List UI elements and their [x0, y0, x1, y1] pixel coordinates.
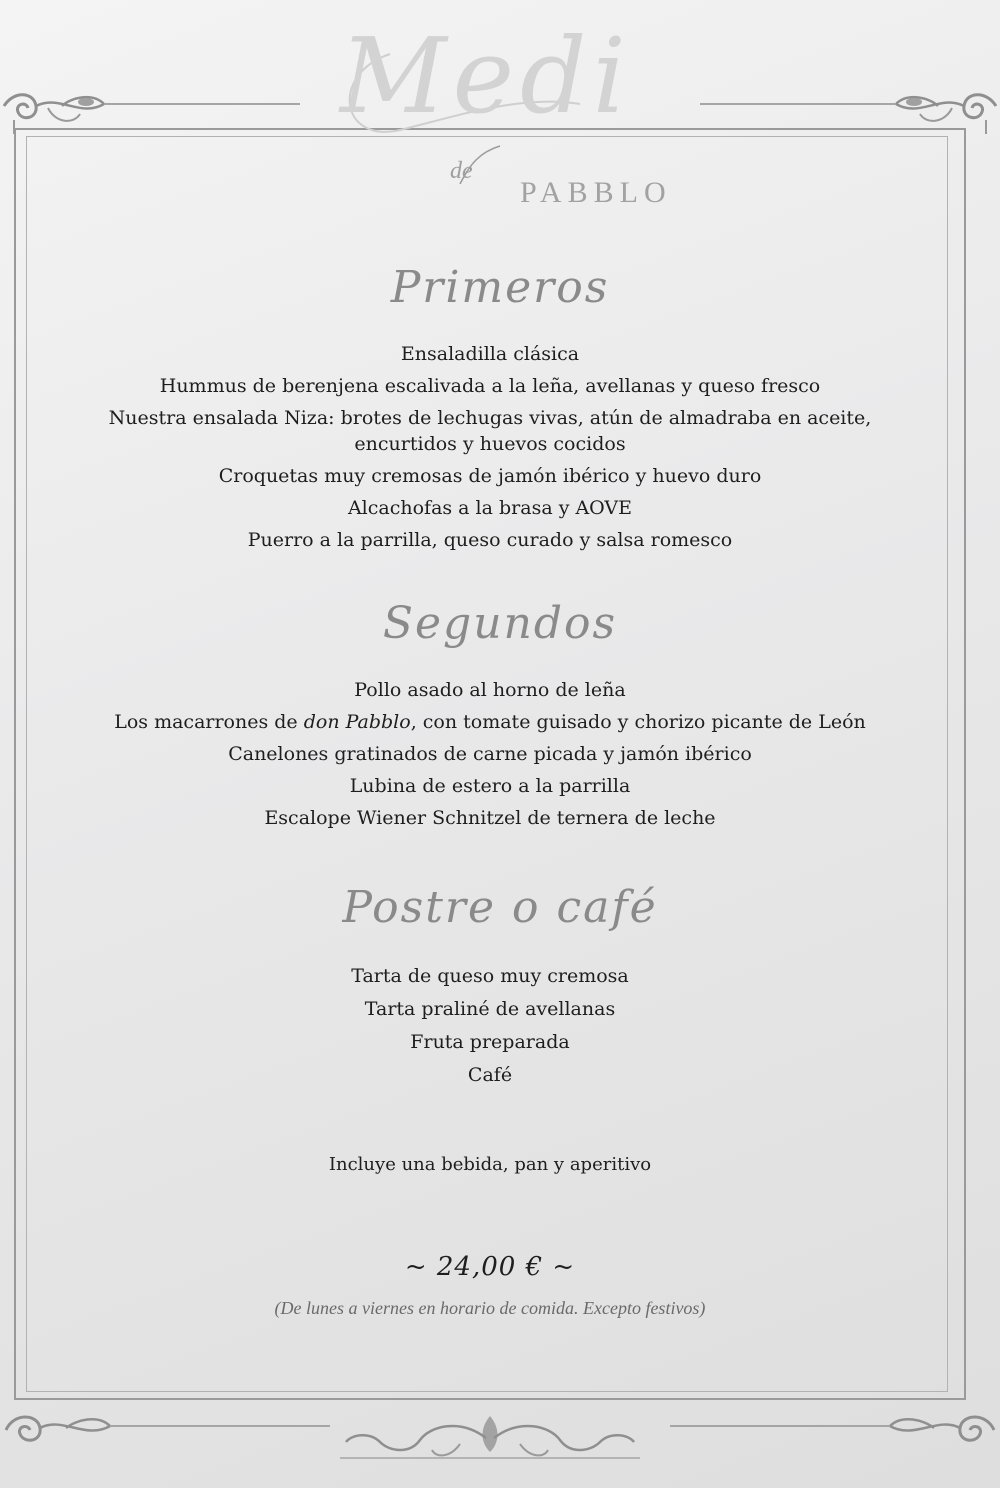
bottom-center-ornament	[340, 1408, 640, 1468]
list-item: Canelones gratinados de carne picada y jamón ibérico	[228, 743, 752, 765]
list-item-text: Los macarrones de	[114, 711, 304, 733]
list-item: Puerro a la parrilla, queso curado y salsa romesco	[247, 529, 733, 551]
bottom-right-ornament	[670, 1396, 1000, 1456]
section-title-postre: Postre o café	[342, 882, 658, 933]
schedule-note: (De lunes a viernes en horario de comida. Excepto festivos)	[274, 1298, 706, 1318]
postre-list	[0, 960, 980, 1092]
logo-name: PABBLO	[520, 176, 672, 209]
list-item: Hummus de berenjena escalivada a la leña, avellanas y queso fresco	[159, 375, 821, 397]
list-item: Pollo asado al horno de leña	[354, 679, 626, 701]
list-item-line: Nuestra ensalada Niza: brotes de lechugas vivas, atún de almadraba en aceite,	[108, 407, 872, 429]
section-title-segundos: Segundos	[382, 598, 618, 649]
list-item: Fruta preparada	[410, 1031, 570, 1053]
list-item: Lubina de estero a la parrilla	[349, 775, 631, 797]
list-item: Café	[467, 1064, 513, 1086]
top-right-ornament	[690, 84, 1000, 134]
logo-script: Medi	[340, 15, 632, 137]
list-item-text: , con tomate guisado y chorizo picante de León	[410, 711, 866, 733]
list-item: Escalope Wiener Schnitzel de ternera de leche	[264, 807, 716, 829]
list-item: Tarta de queso muy cremosa	[351, 965, 629, 987]
list-item: Alcachofas a la brasa y AOVE	[347, 497, 633, 519]
logo-de: de	[450, 158, 473, 184]
list-item: Croquetas muy cremosas de jamón ibérico y huevo duro	[218, 465, 762, 487]
segundos-list	[0, 674, 980, 834]
menu-price: ~ 24,00 € ~	[404, 1252, 576, 1282]
includes-note: Incluye una bebida, pan y aperitivo	[328, 1154, 652, 1175]
primeros-list	[0, 338, 980, 556]
top-left-ornament	[0, 84, 310, 134]
list-item: Tarta praliné de avellanas	[364, 998, 616, 1020]
restaurant-logo	[300, 15, 720, 210]
bottom-left-ornament	[0, 1396, 330, 1456]
list-item	[0, 405, 980, 457]
list-item	[0, 706, 980, 738]
list-item-emphasis: don Pabblo	[303, 711, 411, 733]
list-item: Ensaladilla clásica	[400, 343, 580, 365]
section-title-primeros: Primeros	[390, 262, 610, 313]
list-item-line: encurtidos y huevos cocidos	[354, 433, 626, 455]
